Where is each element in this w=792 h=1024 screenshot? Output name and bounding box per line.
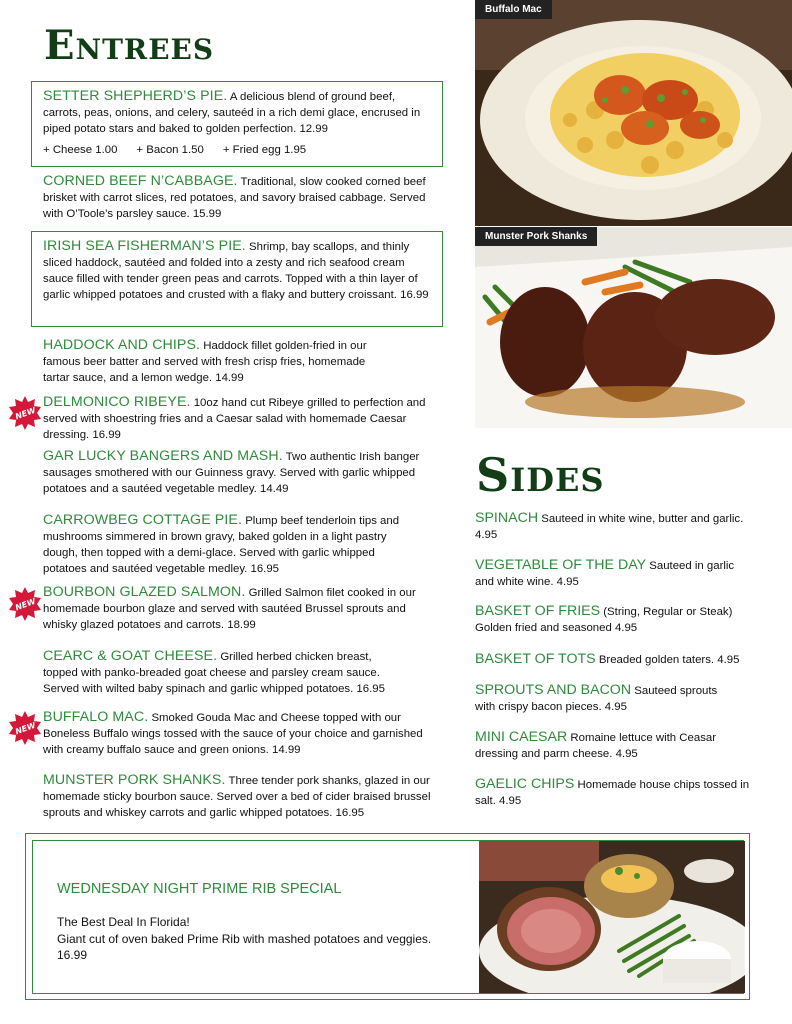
buffalo-mac-photo bbox=[475, 0, 792, 226]
item-description: Grilled Salmon filet cooked in our homemade bourbon glaze and served with sautéed Brussel sprouts and whisky glazed potatoes and carrots. 18.99 bbox=[43, 587, 416, 631]
item-name: BUFFALO MAC. bbox=[43, 709, 149, 725]
side-description: Homemade house chips tossed in salt. 4.95 bbox=[475, 779, 750, 807]
prime-rib-photo bbox=[479, 841, 745, 993]
menu-item-bourbon-glazed-salmon bbox=[43, 584, 423, 633]
side-item-sprouts-and-bacon bbox=[475, 683, 740, 715]
new-badge-label: NEW bbox=[13, 596, 37, 612]
item-description: Plump beef tenderloin tips and mushrooms simmered in brown gravy, baked golden in a light pastry dough, then topped with a demi-glace. Served with garlic whipped potatoes and sautéed vegetable medley. 16.95 bbox=[43, 515, 400, 575]
side-description: Sauteed sprouts with crispy bacon pieces. 4.95 bbox=[475, 685, 718, 713]
item-addons: + Cheese 1.00 + Bacon 1.50 + Fried egg 1.95 bbox=[43, 144, 307, 156]
side-name: VEGETABLE OF THE DAY bbox=[475, 557, 647, 573]
side-name: BASKET OF FRIES bbox=[475, 603, 601, 619]
side-name: GAELIC CHIPS bbox=[475, 776, 575, 792]
sides-heading: Sides bbox=[476, 448, 605, 502]
side-item-spinach bbox=[475, 511, 745, 543]
menu-item-haddock-and-chips bbox=[43, 337, 388, 386]
new-badge bbox=[8, 711, 42, 745]
menu-item-corned-beef bbox=[43, 173, 438, 222]
item-name: HADDOCK AND CHIPS. bbox=[43, 337, 201, 353]
side-item-gaelic-chips bbox=[475, 777, 755, 809]
pork-shanks-photo-label: Munster Pork Shanks bbox=[475, 227, 597, 246]
menu-item-delmonico-ribeye bbox=[43, 394, 433, 443]
item-name: GAR LUCKY BANGERS AND MASH. bbox=[43, 448, 283, 464]
item-description: A delicious blend of ground beef, carrots, peas, onions, and celery, sauteéd in a rich demi glace, encrused in piped potato stars and baked to golden perfection. 12.99 bbox=[43, 91, 421, 135]
side-name: BASKET OF TOTS bbox=[475, 651, 596, 667]
item-description: Haddock fillet golden-fried in our famous beer batter and served with fresh crisp fries, homemade tartar sauce, and a lemon wedge. 14.99 bbox=[43, 340, 367, 384]
new-badge bbox=[8, 587, 42, 621]
item-name: CARROWBEG COTTAGE PIE. bbox=[43, 512, 243, 528]
item-description: Grilled herbed chicken breast, topped with panko-breaded goat cheese and parsley cream sauce. Served with wilted baby spinach and garlic whipped potatoes. 16.95 bbox=[43, 651, 385, 695]
side-description: Romaine lettuce with Ceasar dressing and parm cheese. 4.95 bbox=[475, 732, 717, 760]
new-badge-label: NEW bbox=[13, 405, 37, 421]
side-description: Breaded golden taters. 4.95 bbox=[598, 654, 740, 666]
side-name: SPINACH bbox=[475, 510, 539, 526]
item-name: MUNSTER PORK SHANKS. bbox=[43, 772, 226, 788]
side-item-basket-of-tots bbox=[475, 652, 755, 669]
item-description: Smoked Gouda Mac and Cheese topped with our Boneless Buffalo wings tossed with the sauce of your choice and garnished with creamy buffalo sauce and green onions. 14.99 bbox=[43, 712, 423, 756]
special-description: Giant cut of oven baked Prime Rib with mashed potatoes and veggies. 16.99 bbox=[57, 932, 432, 962]
side-item-vegetable-of-the-day bbox=[475, 558, 755, 590]
buffalo-mac-photo-label: Buffalo Mac bbox=[475, 0, 552, 19]
side-item-mini-caesar bbox=[475, 730, 740, 762]
item-name: BOURBON GLAZED SALMON. bbox=[43, 584, 246, 600]
side-description: Sauteed in white wine, butter and garlic. 4.95 bbox=[475, 513, 744, 541]
side-description: Sauteed in garlic and white wine. 4.95 bbox=[475, 560, 735, 588]
menu-item-bangers-and-mash bbox=[43, 448, 433, 497]
new-badge-label: NEW bbox=[13, 720, 37, 736]
item-name: CEARC & GOAT CHEESE. bbox=[43, 648, 218, 664]
pork-shanks-photo bbox=[475, 227, 792, 428]
side-name: MINI CAESAR bbox=[475, 729, 568, 745]
side-item-basket-of-fries bbox=[475, 604, 735, 636]
new-badge bbox=[8, 396, 42, 430]
item-name: IRISH SEA FISHERMAN’S PIE. bbox=[43, 238, 246, 254]
menu-item-cottage-pie bbox=[43, 512, 403, 577]
menu-item-munster-pork-shanks bbox=[43, 772, 443, 821]
menu-item-buffalo-mac bbox=[43, 709, 438, 758]
item-name: DELMONICO RIBEYE. bbox=[43, 394, 191, 410]
special-tagline: The Best Deal In Florida! bbox=[57, 915, 190, 929]
special-title: WEDNESDAY NIGHT PRIME RIB SPECIAL bbox=[57, 881, 342, 897]
menu-item-cearc-goat-cheese bbox=[43, 648, 403, 697]
item-description: Shrimp, bay scallops, and thinly sliced haddock, sautéed and folded into a zesty and rich seafood cream sauce filled with tender green peas and carrots. Topped with a thin layer of garlic whipped potatoes and crusted with a flaky and buttery croissant. 16.99 bbox=[43, 241, 429, 301]
item-name: SETTER SHEPHERD’S PIE. bbox=[43, 88, 228, 104]
item-name: CORNED BEEF N’CABBAGE. bbox=[43, 173, 238, 189]
item-description: 10oz hand cut Ribeye grilled to perfection and served with shoestring fries and a Caesar salad with homemade Caesar dressing. 16.99 bbox=[43, 397, 426, 441]
entrees-heading: Entrees bbox=[44, 22, 215, 69]
menu-item-setter-shepherds-pie bbox=[31, 81, 443, 167]
item-description: Two authentic Irish banger sausages smothered with our Guinness gravy. Served with garlic whipped potatoes and a sautéed vegetable medley. 14.49 bbox=[43, 451, 420, 495]
item-description: Three tender pork shanks, glazed in our homemade sticky bourbon sauce. Served over a bed of cider braised brussel sprouts and whiskey carrots and garlic whipped potatoes. 16.95 bbox=[43, 775, 431, 819]
menu-item-fishermans-pie bbox=[31, 231, 443, 327]
prime-rib-special-box bbox=[25, 833, 750, 1000]
side-description: (String, Regular or Steak) Golden fried and seasoned 4.95 bbox=[475, 606, 733, 634]
prime-rib-special-inner bbox=[32, 840, 744, 994]
side-name: SPROUTS AND BACON bbox=[475, 682, 632, 698]
item-description: Traditional, slow cooked corned beef brisket with carrot slices, red potatoes, and savory braised cabbage. Served with O’Toole’s parsley sauce. 15.99 bbox=[43, 176, 426, 220]
